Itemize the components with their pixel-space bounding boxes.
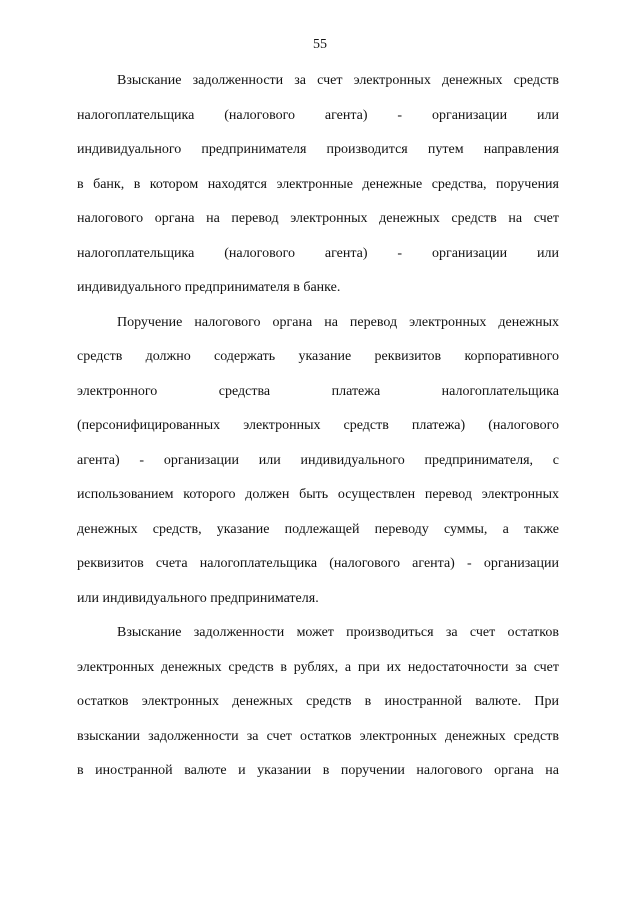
text-line: или индивидуального предпринимателя. xyxy=(77,590,319,606)
paragraph-transfer-order-requisites xyxy=(77,313,559,624)
text-line: Взыскание задолженности может производиться за счет остатков xyxy=(117,625,559,640)
text-line: агента) - организации или индивидуального предпринимателя, с xyxy=(77,452,559,468)
text-line: Взыскание задолженности за счет электронных денежных средств xyxy=(117,73,559,88)
text-line: использованием которого должен быть осуществлен перевод электронных xyxy=(77,487,559,502)
text-line: остатков электронных денежных средств в иностранной валюте. При xyxy=(77,694,559,709)
paragraph-currency-balances xyxy=(77,623,559,796)
text-line: индивидуального предпринимателя в банке. xyxy=(77,280,341,295)
text-line: взыскании задолженности за счет остатков электронных денежных средств xyxy=(77,728,559,744)
text-line: Поручение налогового органа на перевод электронных денежных xyxy=(117,314,559,330)
text-line: налогоплательщика (налогового агента) - организации или xyxy=(77,107,559,123)
text-line: налогового органа на перевод электронных денежных средств на счет xyxy=(77,211,559,226)
page-number: 55 xyxy=(313,37,327,52)
text-line: денежных средств, указание подлежащей переводу суммы, а также xyxy=(77,521,559,537)
text-line: (персонифицированных электронных средств платежа) (налогового xyxy=(77,418,559,433)
text-line: индивидуального предпринимателя производится путем направления xyxy=(77,142,559,157)
text-line: в иностранной валюте и указании в поручении налогового органа на xyxy=(77,763,559,778)
text-line: налогоплательщика (налогового агента) - организации или xyxy=(77,245,559,261)
text-line: электронных денежных средств в рублях, а при их недостаточности за счет xyxy=(77,659,559,675)
text-line: средств должно содержать указание реквизитов корпоративного xyxy=(77,349,559,364)
paragraph-electronic-funds-recovery xyxy=(77,71,559,313)
text-line: в банк, в котором находятся электронные денежные средства, поручения xyxy=(77,176,559,192)
document-body xyxy=(77,71,559,796)
text-line: электронного средства платежа налогоплательщика xyxy=(77,383,559,399)
text-line: реквизитов счета налогоплательщика (налогового агента) - организации xyxy=(77,556,559,571)
